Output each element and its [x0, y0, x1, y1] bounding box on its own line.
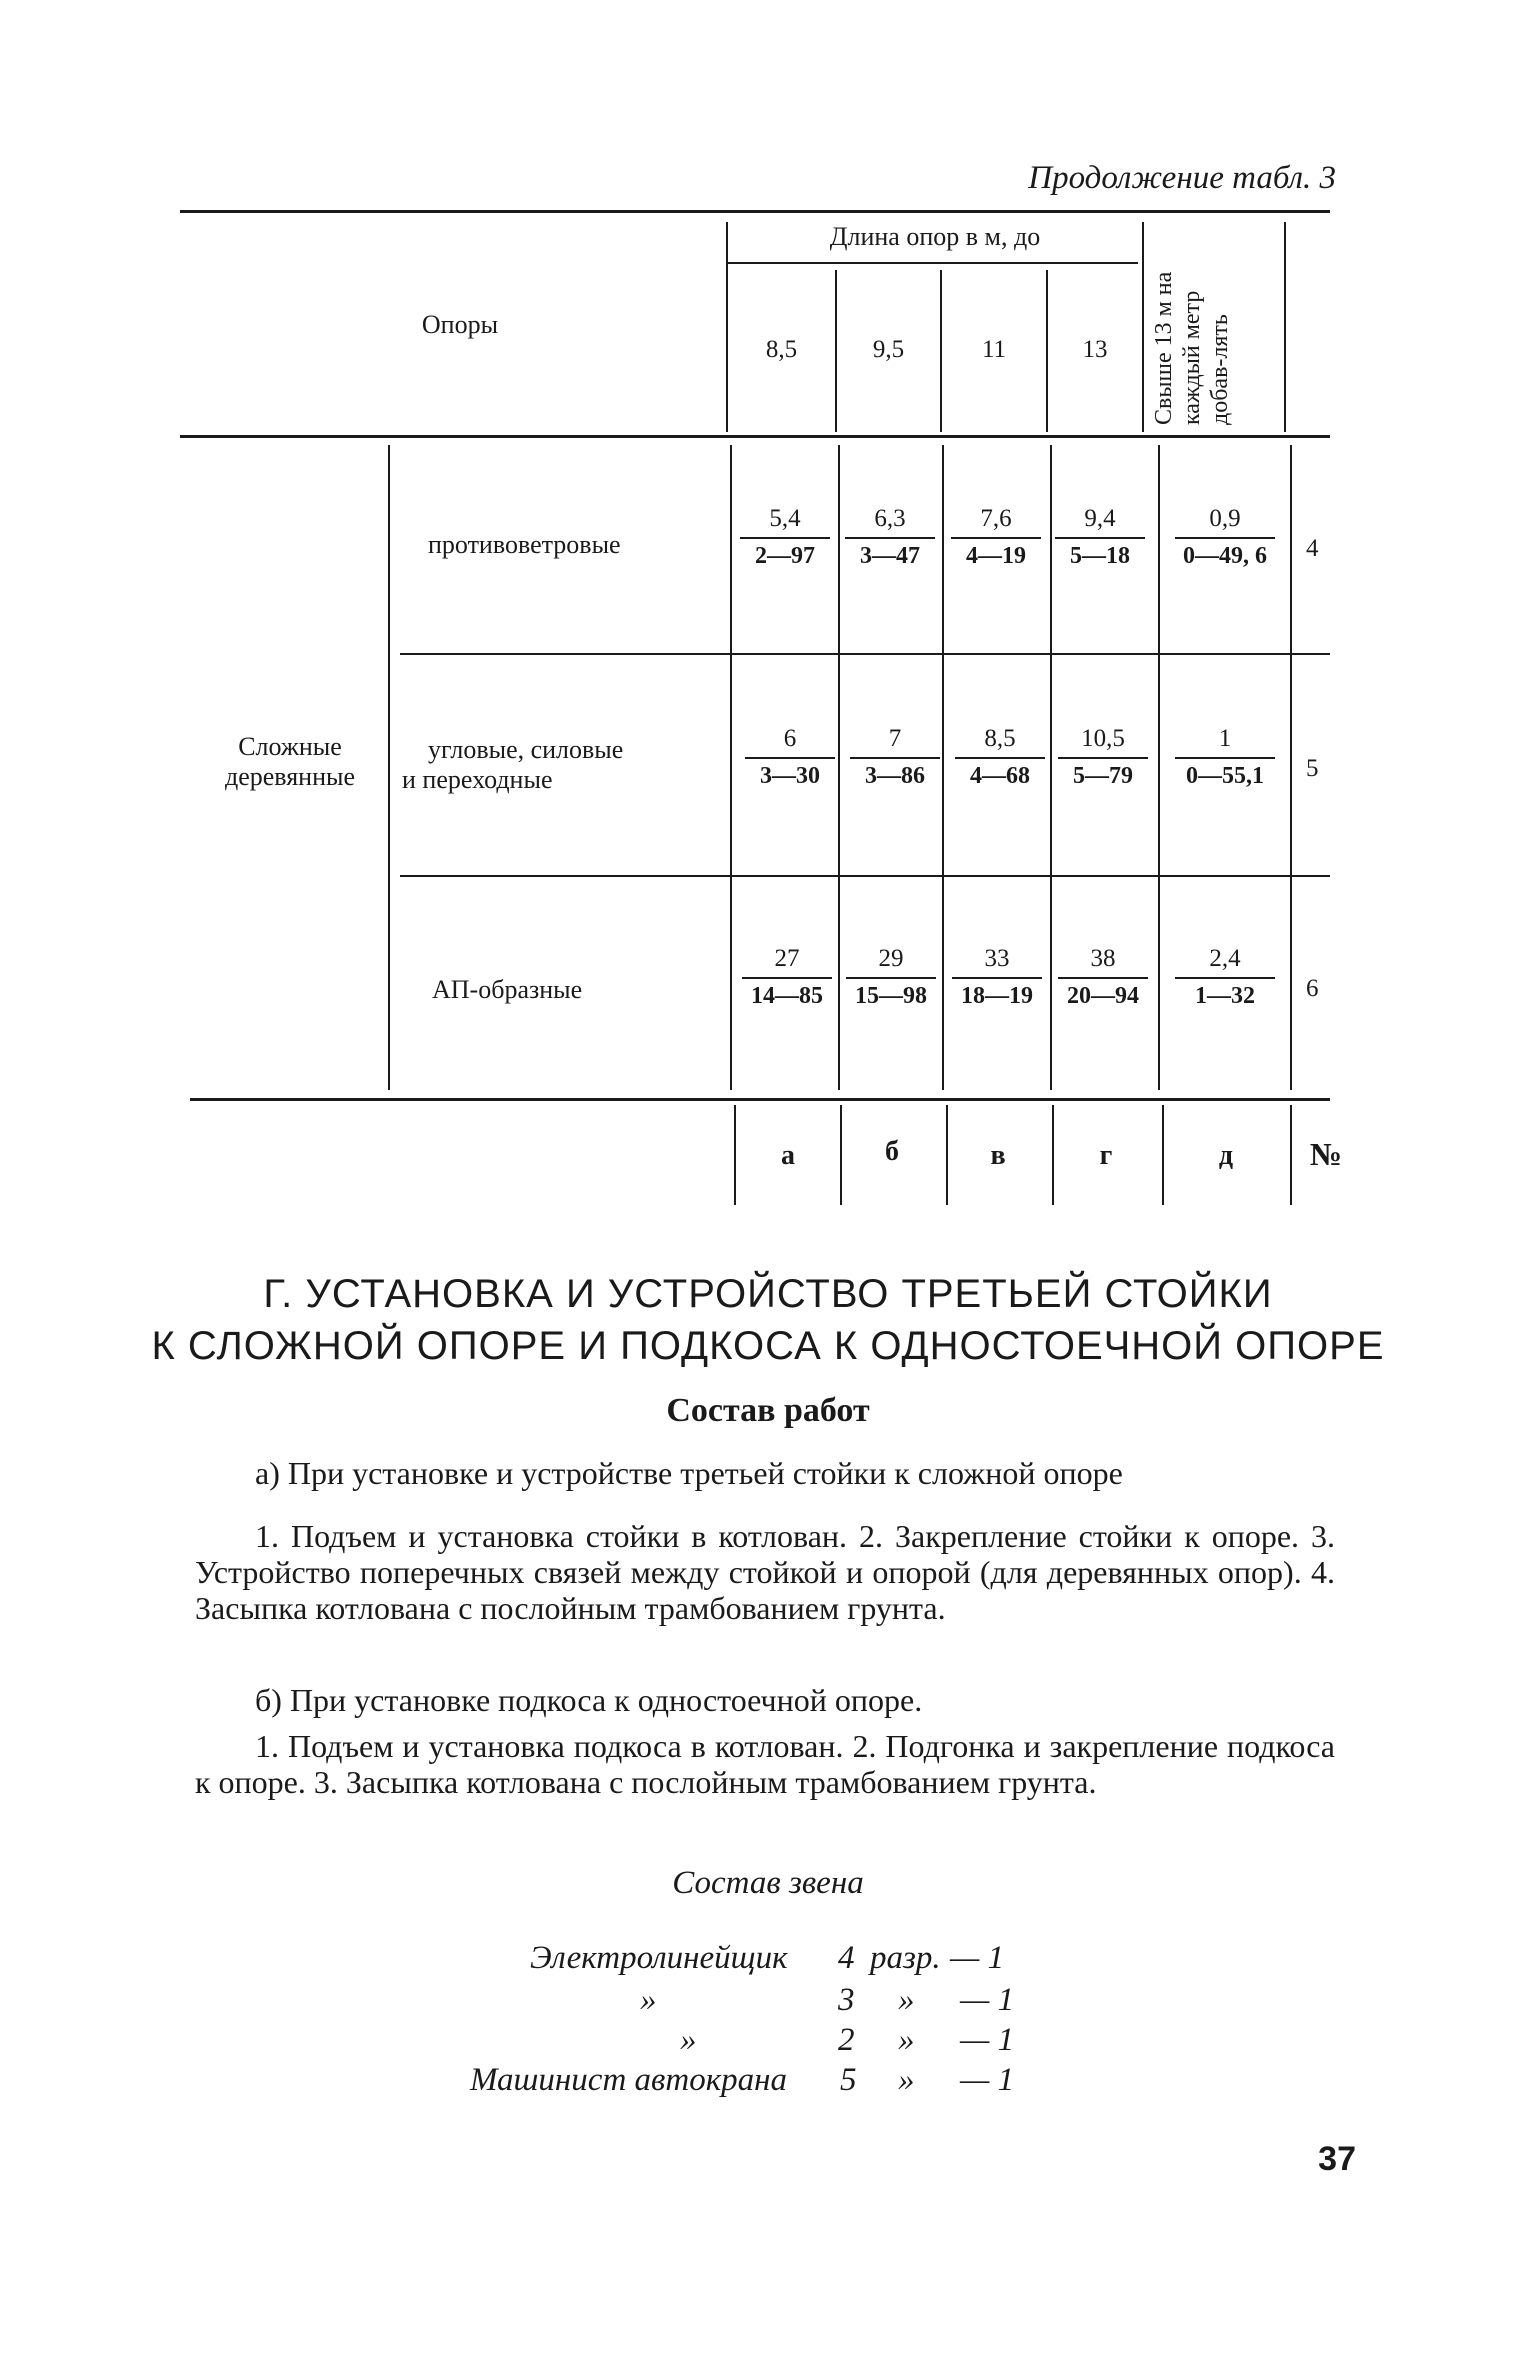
crew-grade-4: 5: [840, 2062, 857, 2098]
row-label-1: противоветровые: [428, 530, 621, 559]
table-cell: $\frac{6,3}{3—47}$: [845, 505, 935, 570]
crew-name-4: Машинист автокрана: [470, 2062, 787, 2098]
row-number-3: 6: [1306, 975, 1319, 1002]
col-letter-d: д: [1218, 1140, 1234, 1171]
crew-name-3: »: [680, 2022, 697, 2058]
crew-unit-2: »: [898, 1982, 915, 2018]
part-b-heading: б) При установке подкоса к одностоечной опоре.: [255, 1682, 923, 1718]
col-group-header: Длина опор в м, до: [829, 222, 1041, 251]
crew-count-2: — 1: [960, 1982, 1015, 2018]
page-number: 37: [1318, 2140, 1356, 2178]
crew-heading: Состав звена: [672, 1865, 864, 1901]
supports-header: Опоры: [421, 310, 499, 339]
length-header-1: 8,5: [765, 336, 798, 363]
no-label: №: [1309, 1136, 1343, 1172]
col-letter-b: б: [885, 1136, 899, 1167]
row-number-2: 5: [1306, 755, 1319, 782]
table-cell: $\frac{1}{0—55,1}$: [1175, 725, 1275, 790]
crew-unit-4: »: [898, 2062, 915, 2098]
table-cell: $\frac{27}{14—85}$: [742, 945, 832, 1010]
table-cell: $\frac{5,4}{2—97}$: [740, 505, 830, 570]
row-label-3: АП-образные: [432, 975, 583, 1004]
length-header-3: 11: [981, 336, 1007, 363]
crew-grade-1: 4: [838, 1940, 855, 1976]
table-cell: $\frac{0,9}{0—49, 6}$: [1175, 505, 1275, 570]
crew-grade-2: 3: [838, 1982, 855, 2018]
group-label: Сложные деревянные: [224, 732, 356, 791]
row-label-2: угловые, силовые и переходные: [402, 735, 624, 794]
crew-name-1: Электролинейщик: [530, 1940, 788, 1976]
table-cell: $\frac{38}{20—94}$: [1058, 945, 1148, 1010]
crew-name-2: »: [640, 1982, 657, 2018]
crew-count-4: — 1: [960, 2062, 1015, 2098]
section-title: Г. УСТАНОВКА И УСТРОЙСТВО ТРЕТЬЕЙ СТОЙКИ К СЛОЖНОЙ ОПОРЕ И ПОДКОСА К ОДНОСТОЕЧНОЙ ОПОРЕ: [151, 1272, 1385, 1368]
crew-count-1: — 1: [950, 1940, 1005, 1976]
table-cell: $\frac{8,5}{4—68}$: [955, 725, 1045, 790]
table-cell: $\frac{10,5}{5—79}$: [1058, 725, 1148, 790]
col-letter-a: а: [781, 1140, 795, 1171]
crew-count-3: — 1: [960, 2022, 1015, 2058]
table-continuation-title: Продолжение табл. 3: [1028, 160, 1336, 196]
col-letter-v: в: [990, 1140, 1006, 1171]
table-cell: $\frac{2,4}{1—32}$: [1175, 945, 1275, 1010]
table-cell: $\frac{6}{3—30}$: [745, 725, 835, 790]
length-header-2: 9,5: [872, 336, 905, 363]
table-cell: $\frac{33}{18—19}$: [952, 945, 1042, 1010]
col-letter-g: г: [1099, 1140, 1113, 1171]
table-cell: $\frac{29}{15—98}$: [846, 945, 936, 1010]
extra-per-meter-header: Свыше 13 м на каждый метр добав-лять: [1151, 271, 1233, 425]
row-number-1: 4: [1306, 535, 1319, 562]
table-cell: $\frac{7,6}{4—19}$: [951, 505, 1041, 570]
part-a-text: 1. Подъем и установка стойки в котлован. 2. Закрепление стойки к опоре. 3. Устройство поперечных связей между стойкой и опорой (для деревянных опор). 4. Засыпка котлована с послойным трамбованием грунта.: [195, 1518, 1335, 1626]
part-b-text: 1. Подъем и установка подкоса в котлован. 2. Подгонка и закрепление подкоса к опоре. 3. Засыпка котлована с послойным трамбованием грунта.: [195, 1728, 1335, 1800]
part-a-heading: а) При установке и устройстве третьей стойки к сложной опоре: [255, 1455, 1123, 1491]
length-header-4: 13: [1082, 336, 1108, 363]
work-heading: Состав работ: [666, 1392, 870, 1429]
table-cell: $\frac{9,4}{5—18}$: [1055, 505, 1145, 570]
crew-unit-3: »: [898, 2022, 915, 2058]
crew-unit-1: разр.: [870, 1940, 941, 1976]
crew-grade-3: 2: [838, 2022, 855, 2058]
table-cell: $\frac{7}{3—86}$: [850, 725, 940, 790]
